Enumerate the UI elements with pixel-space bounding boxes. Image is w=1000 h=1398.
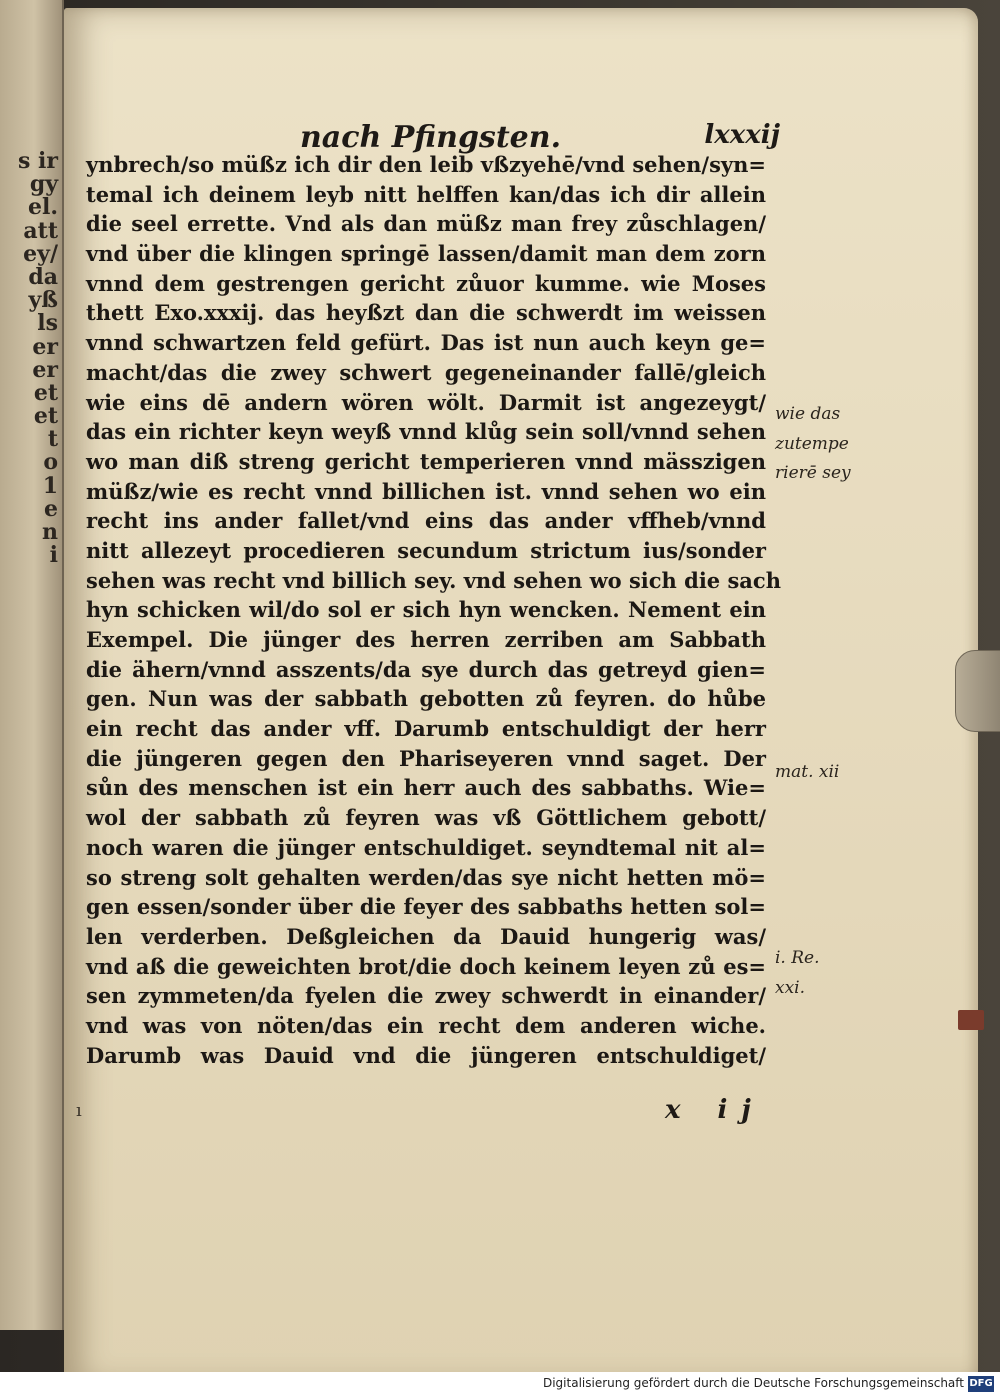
text-line: müßz/wie es recht vnnd billichen ist. vnnd sehen wo ein [86, 478, 766, 504]
left-page-fragment: el. [27, 194, 58, 221]
text-line: sehen was recht vnd billich sey. vnd sehen wo sich die sach [86, 567, 781, 593]
text-line: vnd über die klingen springē lassen/damit man dem zorn [86, 241, 766, 267]
text-line: ynbrech/so müßz ich dir den leib vßzyehē/vnd sehen/syn= [86, 152, 766, 177]
text-line: len verderben. Deßgleichen da Dauid hungerig was/ [86, 923, 766, 949]
left-page-fragment: gy [29, 171, 58, 198]
page-clamp [955, 650, 1000, 732]
folio-number: lxxxij [704, 120, 780, 150]
text-line: vnnd schwartzen feld gefürt. Das ist nun auch keyn ge= [86, 330, 766, 356]
left-page-fragment: da [28, 263, 58, 290]
marginal-note-1 [775, 400, 855, 489]
left-page-fragment: yß [28, 287, 58, 314]
bookmark-marker [958, 1010, 984, 1030]
left-page-fragment: s ir [18, 148, 58, 174]
text-line: die jüngeren gegen den Phariseyeren vnnd saget. Der [86, 745, 766, 771]
text-line: noch waren die jünger entschuldiget. seyndtemal nit al= [86, 834, 766, 860]
text-line: nitt allezeyt procedieren secundum strictum ius/sonder [86, 537, 766, 563]
left-page-fragment: ey/ [23, 240, 58, 267]
left-page-fragment: att [23, 217, 58, 244]
text-line: vnd was von nöten/das ein recht dem anderen wiche. [86, 1012, 766, 1038]
left-page-fragment: er [32, 333, 58, 360]
text-line: wol der sabbath zů feyren was vß Göttlichem gebott/ [86, 805, 766, 831]
left-page-fragment: et [33, 403, 58, 430]
text-line: vnnd dem gestrengen gericht zůuor kumme. wie Moses [86, 270, 766, 296]
text-line: so streng solt gehalten werden/das sye nicht hetten mö= [86, 864, 766, 890]
text-line: sen zymmeten/da fyelen die zwey schwerdt in einander/ [86, 983, 766, 1009]
marginal-note-line: zutempe [775, 433, 849, 454]
marginal-note-line: rierē sey [775, 463, 851, 484]
marginal-note-line: wie das [775, 404, 841, 424]
left-page-fragment: e [44, 495, 58, 522]
text-line: gen. Nun was der sabbath gebotten zů feyren. do hůbe [86, 686, 766, 712]
dfg-logo: DFG [968, 1376, 994, 1392]
marginal-note-line: i. Re. [775, 948, 820, 968]
text-line: hyn schicken wil/do sol er sich hyn wencken. Nement ein [86, 597, 766, 623]
text-line: recht ins ander fallet/vnd eins das ander vffheb/vnnd [86, 508, 766, 534]
text-line: sůn des menschen ist ein herr auch des sabbaths. Wie= [86, 775, 766, 801]
left-page-fragment: o [43, 449, 58, 476]
text-line: Darumb was Dauid vnd die jüngeren entschuldiget/ [86, 1042, 766, 1068]
text-line: wo man diß streng gericht temperieren vnnd mässzigen [86, 448, 766, 474]
text-line: gen essen/sonder über die feyer des sabbaths hetten sol= [86, 894, 766, 920]
running-title: nach Pfingsten. [300, 120, 562, 155]
text-line: die ähern/vnnd asszents/da sye durch das getreyd gien= [86, 656, 766, 682]
marginal-note-2 [775, 758, 855, 788]
left-page-fragment: et [33, 379, 58, 406]
left-page-fragment: er [32, 356, 58, 383]
text-line: wie eins dē andern wören wölt. Darmit ist angezeygt/ [86, 389, 766, 415]
text-line: macht/das die zwey schwert gegeneinander fallē/gleich [86, 359, 766, 385]
text-line: die seel errette. Vnd als dan müßz man frey zůschlagen/ [86, 211, 766, 237]
left-page-fragment: 1 [42, 472, 58, 499]
text-line: ein recht das ander vff. Darumb entschuldigt der herr [86, 716, 766, 742]
text-line: das ein richter keyn weyß vnnd klůg sein soll/vnnd sehen [86, 419, 766, 445]
stray-mark: ı [76, 1100, 82, 1121]
left-page-fragment: ls [37, 310, 58, 337]
left-page-edge [0, 0, 64, 1330]
text-line: temal ich deinem leyb nitt helffen kan/das ich dir allein [86, 181, 766, 207]
marginal-note-line: mat. xii [775, 762, 840, 782]
signature-mark: x ij [665, 1095, 765, 1125]
text-line: Exempel. Die jünger des herren zerriben am Sabbath [86, 627, 766, 652]
left-page-fragment: t [47, 426, 58, 453]
text-line: thett Exo.xxxij. das heyßzt dan die schwerdt im weissen [86, 300, 766, 326]
marginal-note-line: xxi. [775, 977, 806, 998]
text-line: vnd aß die geweichten brot/die doch keinem leyen zů es= [86, 953, 766, 979]
digitization-footer [0, 1372, 1000, 1398]
marginal-note-3 [775, 944, 855, 1003]
left-page-fragment: i [49, 542, 58, 569]
funding-credit: Digitalisierung gefördert durch die Deutsche Forschungsgemeinschaft [542, 1376, 964, 1390]
left-page-fragment: n [42, 519, 58, 545]
left-page-fragments [2, 150, 58, 567]
main-text-block [86, 150, 781, 1070]
